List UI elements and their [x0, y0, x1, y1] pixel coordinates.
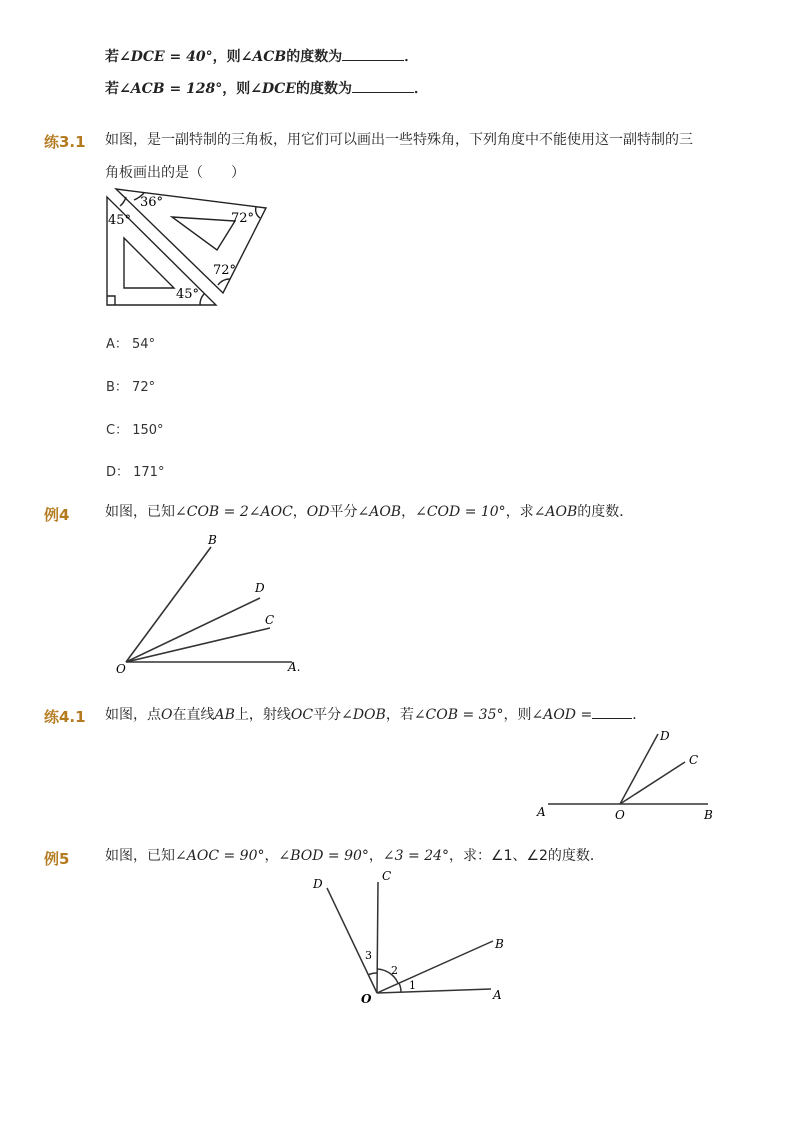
text: ．	[413, 81, 428, 97]
example-text	[105, 846, 604, 866]
example-label: 例5	[44, 850, 70, 868]
point-label-c: C	[265, 613, 275, 627]
angle-arc	[256, 207, 260, 218]
top-line-2	[105, 78, 428, 99]
angle-label: 36°	[140, 195, 164, 210]
text: ．	[632, 707, 647, 723]
math: ∠DOB	[341, 707, 386, 723]
text: ，	[368, 848, 383, 864]
example-text	[105, 502, 633, 522]
text: 如图，已知	[105, 504, 175, 520]
point-label-a: A	[493, 988, 502, 1002]
triangle-45-inner	[124, 238, 174, 288]
text: ．	[404, 49, 419, 65]
point-label-d: D	[660, 729, 670, 743]
angle-number-1: 1	[409, 979, 416, 992]
text: 如图，点	[105, 707, 161, 723]
text: ，若	[385, 707, 414, 723]
angle-arc-1	[399, 983, 401, 992]
math: ∠ACB	[240, 49, 287, 65]
text: ，	[264, 848, 279, 864]
angle-number-3: 3	[365, 949, 372, 962]
point-label-o: O	[116, 662, 126, 676]
option-b: B： 72°	[106, 380, 156, 395]
angle-arc	[120, 197, 126, 206]
text: 如图，已知	[105, 848, 175, 864]
triangle-72-outer	[116, 189, 266, 293]
angle-figure-ex4	[110, 528, 315, 678]
ray-od	[327, 888, 377, 993]
ray-od	[126, 598, 260, 662]
math: ∠3 = 24°	[382, 848, 450, 864]
ray-od	[620, 734, 658, 804]
question-label: 练3.1	[44, 133, 86, 151]
text: 在直线	[172, 707, 215, 723]
angle-figure-q41	[530, 726, 720, 826]
text: ，则	[503, 707, 532, 723]
math: ∠AOC = 90°	[175, 848, 265, 864]
math: ∠COB = 35°	[413, 707, 504, 723]
answer-blank	[342, 46, 404, 61]
text: ，求：∠1、∠2的度数．	[449, 848, 604, 864]
angle-label: 72°	[213, 263, 237, 278]
point-label-c: C	[382, 869, 392, 883]
math: O	[161, 707, 173, 723]
point-label-o: O	[615, 808, 625, 822]
point-label-o: O	[361, 992, 372, 1006]
text: 平分	[329, 504, 358, 520]
math: ∠COD = 10°	[415, 504, 506, 520]
option-c: C： 150°	[106, 423, 164, 438]
text: 若	[105, 81, 119, 97]
angle-number-2: 2	[391, 964, 398, 977]
triangle-72-inner	[172, 217, 235, 250]
triangle-set-figure	[100, 184, 275, 312]
angle-label: 45°	[176, 287, 200, 302]
point-label-d: D	[313, 877, 323, 891]
math: ∠AOD =	[531, 707, 593, 723]
math: ∠DCE = 40°	[119, 49, 213, 65]
math: ∠COB = 2∠AOC	[175, 504, 293, 520]
text: ，求	[505, 504, 534, 520]
point-label-b: B	[495, 937, 504, 951]
angle-arc-3	[368, 973, 377, 975]
math: AB	[214, 707, 235, 723]
math: ∠AOB	[533, 504, 578, 520]
angle-label: 72°	[231, 211, 255, 226]
text: ，	[292, 504, 307, 520]
question-label: 练4.1	[44, 708, 86, 726]
text: 的度数为	[295, 81, 352, 97]
text: ，	[401, 504, 416, 520]
ray-oc	[377, 882, 378, 993]
question-text	[105, 704, 646, 725]
math: ∠AOB	[357, 504, 402, 520]
option-d: D： 171°	[106, 465, 165, 480]
option-a: A： 54°	[106, 337, 156, 352]
example-label: 例4	[44, 506, 70, 524]
angle-figure-ex5	[305, 866, 515, 1011]
point-label-a: A.	[288, 660, 301, 674]
top-line-1	[105, 46, 418, 67]
point-label-c: C	[689, 753, 699, 767]
question-text-line2: 角板画出的是（ ）	[105, 165, 245, 181]
answer-blank	[352, 78, 414, 93]
angle-label: 45°	[108, 213, 132, 228]
math: ∠ACB = 128°	[119, 81, 223, 97]
text: ，则	[212, 49, 241, 65]
point-label-a: A	[537, 805, 546, 819]
text: ，则	[222, 81, 251, 97]
ray-oa	[377, 989, 491, 993]
math: ∠DCE	[250, 81, 296, 97]
point-label-b: B	[208, 533, 217, 547]
text: 的度数．	[577, 504, 634, 520]
text: 平分	[313, 707, 342, 723]
answer-blank	[592, 704, 632, 719]
math: OC	[290, 707, 314, 723]
math: ∠BOD = 90°	[278, 848, 369, 864]
text: 的度数为	[286, 49, 343, 65]
ray-oc	[620, 762, 685, 804]
angle-arc	[200, 294, 204, 305]
text: 上，射线	[234, 707, 291, 723]
point-label-d: D	[255, 581, 265, 595]
math: OD	[306, 504, 330, 520]
question-text-line1: 如图，是一副特制的三角板，用它们可以画出一些特殊角，下列角度中不能使用这一副特制的三	[105, 132, 693, 148]
right-angle-mark	[107, 296, 115, 305]
text: 若	[105, 49, 119, 65]
point-label-b: B	[704, 808, 713, 822]
